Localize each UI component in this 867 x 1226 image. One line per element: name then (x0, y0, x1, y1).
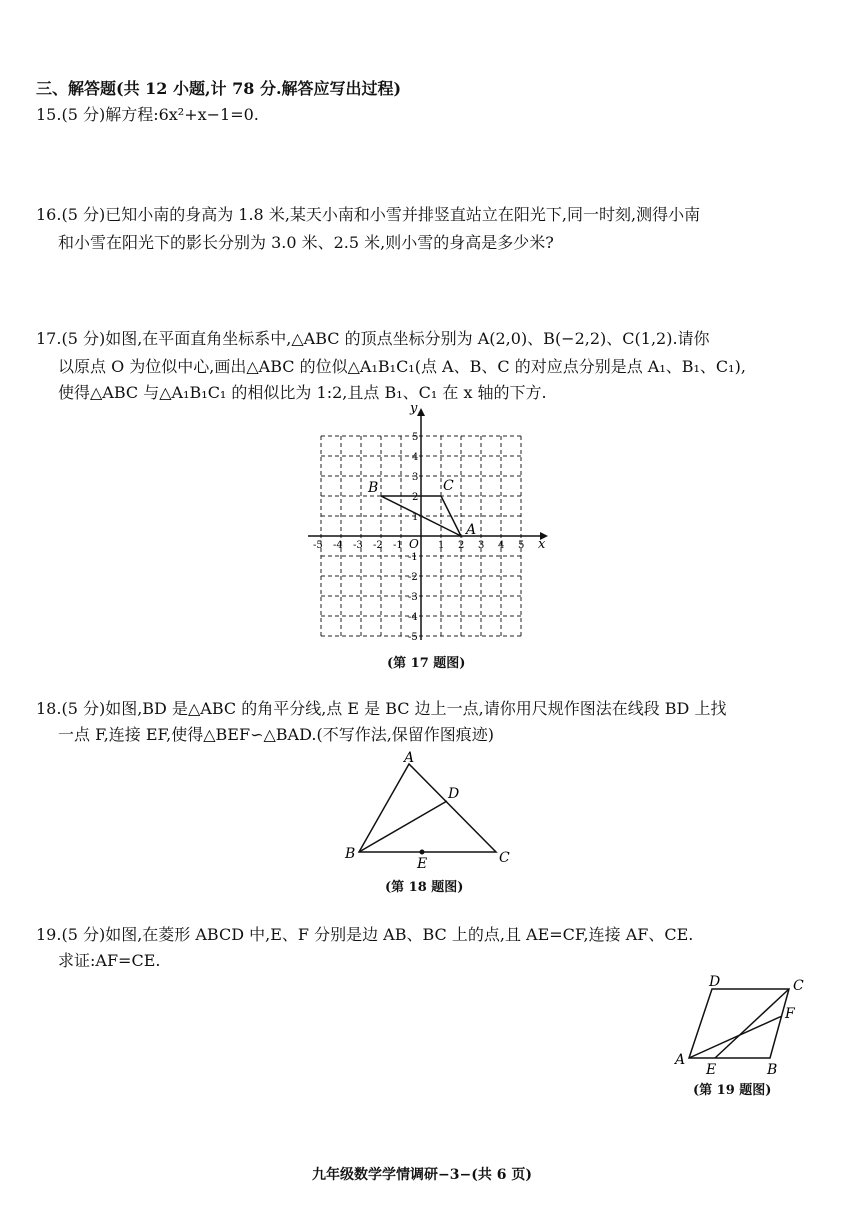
q17-y-axis-label: y (410, 401, 418, 416)
q17-point-label-a: A (466, 522, 477, 538)
q19-text-line2: 求证:AF=CE. (58, 951, 161, 970)
q17-coordinate-figure (300, 398, 560, 650)
q17-y-tick-label: -1 (408, 552, 418, 563)
q17-caption: (第 17 题图) (387, 656, 466, 671)
q17-text-line3: 使得△ABC 与△A₁B₁C₁ 的相似比为 1:2,且点 B₁、C₁ 在 x 轴的下方. (58, 383, 547, 402)
q17-x-tick-label: -5 (313, 540, 323, 551)
q17-y-tick-label: 1 (412, 512, 419, 523)
q18-label-e: E (417, 856, 428, 872)
q17-x-tick-label: 5 (518, 540, 525, 551)
q17-y-tick-label: -3 (408, 592, 418, 603)
q17-x-tick-label: -1 (393, 540, 403, 551)
q17-x-tick-label: 4 (498, 540, 505, 551)
q19-segment-af (689, 1016, 782, 1058)
q17-x-tick-label: -2 (373, 540, 383, 551)
q18-bisector-bd (359, 801, 447, 852)
q19-segment-ce (715, 989, 789, 1058)
q19-label-a: A (675, 1052, 686, 1068)
q17-y-tick-label: 4 (412, 452, 419, 463)
q19-rhombus-figure (670, 968, 810, 1080)
q17-x-axis-label: x (538, 537, 546, 552)
q17-text-line1: 17.(5 分)如图,在平面直角坐标系中,△ABC 的顶点坐标分别为 A(2,0)、B(−2,2)、C(1,2).请你 (36, 329, 710, 348)
q17-y-tick-label: 5 (412, 432, 419, 443)
q17-x-tick-label: 2 (458, 540, 465, 551)
q17-y-tick-label: -5 (408, 632, 418, 643)
page-footer: 九年级数学学情调研−3−(共 6 页) (312, 1167, 532, 1183)
q15-text: 15.(5 分)解方程:6x²+x−1=0. (36, 105, 259, 124)
q17-text-line2: 以原点 O 为位似中心,画出△ABC 的位似△A₁B₁C₁(点 A、B、C 的对应点分别是点 A₁、B₁、C₁), (58, 357, 746, 376)
q18-label-a: A (404, 750, 415, 766)
q19-caption: (第 19 题图) (693, 1083, 772, 1098)
q19-label-b: B (767, 1062, 778, 1078)
q18-triangle-figure (340, 744, 520, 874)
q16-text-line2: 和小雪在阳光下的影长分别为 3.0 米、2.5 米,则小雪的身高是多少米? (58, 233, 554, 252)
q19-label-c: C (793, 978, 804, 994)
q18-text-line2: 一点 F,连接 EF,使得△BEF∽△BAD.(不写作法,保留作图痕迹) (58, 725, 495, 744)
q17-point-label-c: C (443, 478, 454, 494)
q17-y-tick-label: -4 (408, 612, 418, 623)
q18-label-c: C (499, 850, 510, 866)
q16-text-line1: 16.(5 分)已知小南的身高为 1.8 米,某天小南和小雪并排竖直站立在阳光下,同一时刻,测得小南 (36, 205, 701, 224)
q18-triangle-abc (359, 764, 496, 852)
q17-x-tick-label: 3 (478, 540, 485, 551)
q18-caption: (第 18 题图) (385, 880, 464, 895)
q18-label-b: B (345, 846, 356, 862)
q17-y-tick-label: -2 (408, 572, 418, 583)
q17-x-tick-label: -3 (353, 540, 363, 551)
section-header: 三、解答题(共 12 小题,计 78 分.解答应写出过程) (36, 79, 402, 98)
q17-y-axis-arrow (417, 408, 425, 416)
q17-x-tick-label: -4 (333, 540, 343, 551)
q17-x-tick-label: 1 (438, 540, 445, 551)
q18-point-e (420, 850, 425, 855)
q19-rhombus-abcd (689, 989, 789, 1058)
q17-y-tick-label: 2 (412, 492, 419, 503)
q17-point-label-b: B (368, 480, 379, 496)
q18-text-line1: 18.(5 分)如图,BD 是△ABC 的角平分线,点 E 是 BC 边上一点,请你用尺规作图法在线段 BD 上找 (36, 699, 727, 718)
q17-y-tick-label: 3 (412, 472, 419, 483)
q19-label-d: D (709, 974, 721, 990)
q19-label-e: E (706, 1062, 717, 1078)
q19-text-line1: 19.(5 分)如图,在菱形 ABCD 中,E、F 分别是边 AB、BC 上的点,且 AE=CF,连接 AF、CE. (36, 925, 694, 944)
q18-label-d: D (448, 786, 460, 802)
q17-origin-label: O (409, 537, 419, 551)
q19-label-f: F (785, 1006, 795, 1022)
